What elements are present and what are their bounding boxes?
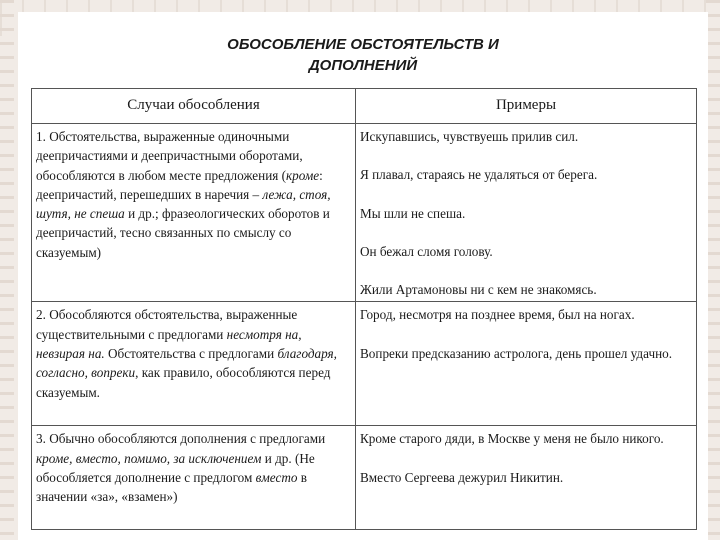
page-title: [18, 34, 708, 76]
examples-cell: [356, 426, 697, 530]
table-row: [32, 426, 697, 530]
rule-text: в значении «за», «взамен»): [36, 470, 307, 505]
rule-text: 3. Обычно обособляются дополнения с предлогами: [36, 431, 326, 447]
rule-italic-text: кроме: [286, 167, 320, 183]
rule-text: , как правило, обособляются перед сказуемым.: [36, 365, 331, 400]
rule-italic-text: кроме, вместо, помимо, за исключением: [36, 450, 262, 466]
example-sentence: Я плавал, стараясь не удаляться от берега.: [360, 167, 598, 183]
page-title-line-2: ДОПОЛНЕНИЙ: [308, 57, 418, 74]
rule-text: 1. Обстоятельства, выраженные одиночными деепричастиями и деепричастными оборотами, обособляются в любом месте предложения (: [36, 129, 303, 183]
rules-table: [31, 88, 697, 530]
rule-italic-text: лежа, стоя, шутя, не спеша: [36, 186, 331, 222]
rule-text: и др.; фразеологических оборотов и деепричастий, тесно связанных по смыслу со сказуемым): [36, 206, 330, 260]
rule-cell: [32, 426, 356, 530]
example-sentence: Кроме старого дяди, в Москве у меня не было никого.: [360, 431, 664, 447]
example-sentence: Вопреки предсказанию астролога, день прошел удачно.: [360, 345, 673, 361]
rule-text: Обстоятельства с предлогами: [104, 346, 278, 362]
rule-text: и др. (Не обособляется дополнение с предлогом: [36, 450, 315, 486]
example-sentence: Вместо Сергеева дежурил Никитин.: [360, 469, 564, 485]
rule-italic-text: вместо: [255, 470, 298, 486]
table-row: [32, 302, 697, 426]
header-cases: Случаи обособления: [32, 89, 356, 124]
header-examples: Примеры: [356, 89, 697, 124]
left-decorative-border: [0, 0, 14, 540]
rule-text: : деепричастий, перешедших в наречия –: [36, 167, 323, 202]
rule-text: 2. Обособляются обстоятельства, выраженные существительными с предлогами: [36, 307, 298, 342]
example-sentence: Он бежал сломя голову.: [360, 243, 493, 259]
example-sentence: Мы шли не спеша.: [360, 205, 466, 221]
rule-italic-text: благодаря, согласно, вопреки: [36, 346, 337, 381]
rule-italic-text: несмотря на, невзирая на.: [36, 326, 302, 362]
table-header-row: [32, 89, 697, 124]
examples-cell: [356, 302, 697, 426]
rule-cell: [32, 302, 356, 426]
rule-cell: [32, 124, 356, 302]
example-sentence: Город, несмотря на позднее время, был на ногах.: [360, 307, 635, 323]
example-sentence: Искупавшись, чувствуешь прилив сил.: [360, 129, 579, 144]
right-decorative-border: [706, 0, 720, 540]
slide-sheet: [18, 12, 708, 540]
page-title-line-1: ОБОСОБЛЕНИЕ ОБСТОЯТЕЛЬСТВ И: [227, 36, 499, 53]
example-sentence: Жили Артамоновы ни с кем не знакомясь.: [360, 282, 597, 298]
table-row: [32, 124, 697, 302]
examples-cell: [356, 124, 697, 302]
